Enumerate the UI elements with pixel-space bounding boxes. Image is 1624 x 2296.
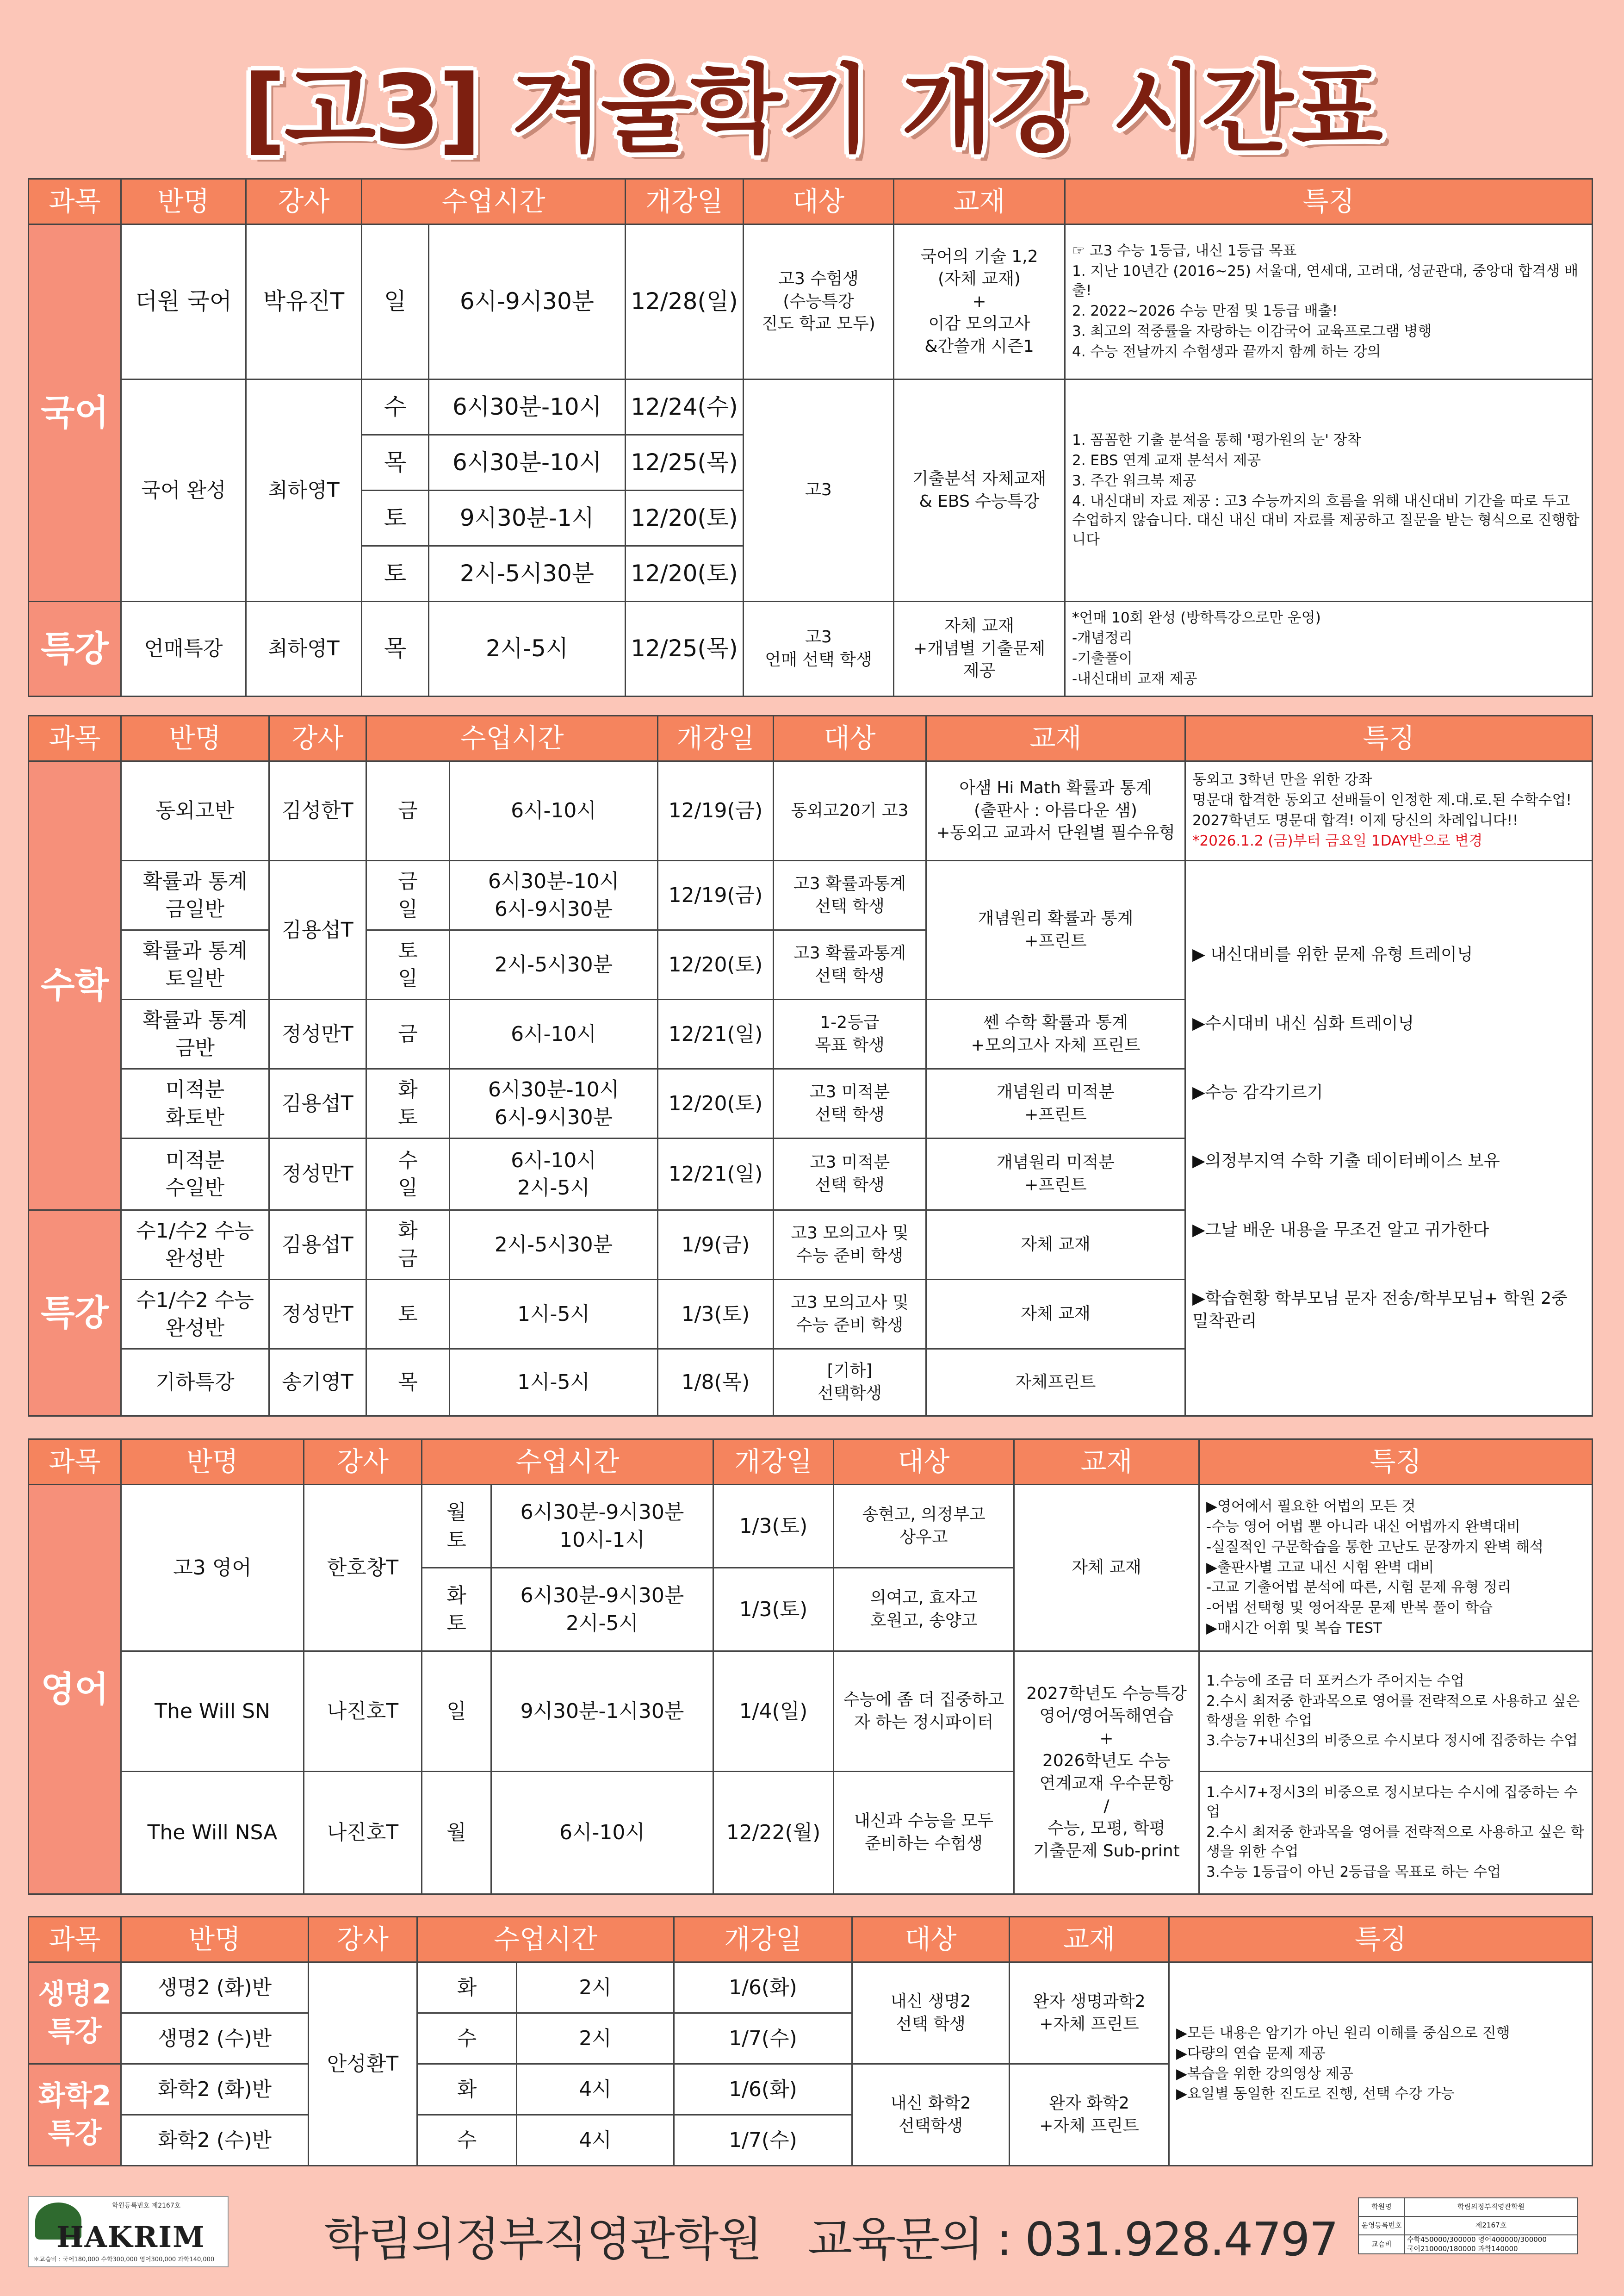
feature-line: 3. 주간 워크북 제공	[1072, 472, 1196, 489]
class-name: 생명2 (수)반	[121, 2013, 309, 2064]
class-name: 화학2 (수)반	[121, 2115, 309, 2166]
feature-line: -고교 기출어법 분석에 따른, 시험 문제 유형 정리	[1206, 1579, 1511, 1596]
textbook: 개념원리 확률과 통계 +프린트	[926, 861, 1185, 1000]
header-subject: 과목	[29, 179, 121, 224]
class-day: 월	[422, 1772, 491, 1894]
target-students: 송현고, 의정부고 상우고	[834, 1485, 1014, 1568]
class-time: 6시30분-10시 6시-9시30분	[450, 861, 658, 930]
feature-line: -내신대비 교재 제공	[1072, 670, 1197, 687]
feature-line: 1.수능에 조금 더 포커스가 주어지는 수업	[1206, 1672, 1464, 1689]
textbook: 국어의 기술 1,2 (자체 교재) + 이감 모의고사 &간쓸개 시즌1	[894, 224, 1065, 380]
header-target: 대상	[852, 1917, 1010, 1962]
class-day: 수	[362, 380, 429, 435]
english-table	[28, 1438, 1593, 1895]
feature-line: 명문대 합격한 동외고 선배들이 인정한 제.대.로.된 수학수업!	[1192, 792, 1572, 809]
start-date: 12/20(토)	[626, 546, 744, 602]
footer-contact	[324, 2202, 1338, 2269]
feature-line: -개념정리	[1072, 630, 1133, 647]
class-time: 6시30분-10시	[429, 380, 626, 435]
info-row	[1358, 2235, 1577, 2254]
header-book: 교재	[1014, 1439, 1199, 1485]
features	[1169, 1962, 1593, 2166]
start-date: 1/6(화)	[674, 2064, 852, 2115]
header-subject: 과목	[29, 1917, 121, 1962]
class-time: 6시-10시 2시-5시	[450, 1139, 658, 1210]
start-date: 12/21(일)	[658, 1000, 774, 1069]
teacher-name: 나진호T	[304, 1772, 422, 1894]
class-time: 1시-5시	[450, 1349, 658, 1416]
feature-line: ▶수시대비 내신 심화 트레이닝	[1192, 1014, 1414, 1033]
class-name: 생명2 (화)반	[121, 1962, 309, 2013]
target-students: 고3	[744, 380, 894, 602]
target-students: 고3 미적분 선택 학생	[774, 1139, 926, 1210]
feature-line: ▶ 내신대비를 위한 문제 유형 트레이닝	[1192, 945, 1473, 964]
feature-line: ▶그날 배운 내용을 무조건 알고 귀가한다	[1192, 1220, 1489, 1239]
teacher-name: 나진호T	[304, 1651, 422, 1772]
class-day: 일	[362, 224, 429, 380]
feature-line: ▶의정부지역 수학 기출 데이터베이스 보유	[1192, 1151, 1500, 1171]
teacher-name: 정성만T	[269, 1280, 366, 1349]
table-row	[29, 602, 1593, 697]
class-name: 수1/수2 수능 완성반	[121, 1210, 269, 1280]
header-start: 개강일	[658, 716, 774, 761]
header-class: 반명	[121, 179, 246, 224]
table-row	[29, 224, 1593, 380]
class-day: 금	[366, 1000, 450, 1069]
info-row	[1358, 2198, 1577, 2216]
class-time: 2시-5시30분	[450, 1210, 658, 1280]
feature-line: 1. 지난 10년간 (2016~25) 서울대, 연세대, 고려대, 성균관대, 중앙대 합격생 배출!	[1072, 263, 1579, 299]
subject-chemistry: 화학2 특강	[29, 2064, 121, 2166]
class-time: 6시30분-10시	[429, 435, 626, 491]
start-date: 12/20(토)	[658, 930, 774, 1000]
feature-line: ▶다량의 연습 문제 제공	[1176, 2045, 1326, 2062]
class-time: 6시-10시	[450, 1000, 658, 1069]
start-date: 12/19(금)	[658, 861, 774, 930]
teacher-name: 최하영T	[246, 380, 362, 602]
table-row	[29, 761, 1593, 861]
start-date: 12/19(금)	[658, 761, 774, 861]
teacher-name: 한호창T	[304, 1485, 422, 1651]
target-students: 고3 언매 선택 학생	[744, 602, 894, 697]
header-time: 수업시간	[362, 179, 626, 224]
start-date: 1/6(화)	[674, 1962, 852, 2013]
academy-info-box	[1358, 2197, 1578, 2254]
start-date: 12/28(일)	[626, 224, 744, 380]
teacher-name: 정성만T	[269, 1000, 366, 1069]
class-day: 수	[417, 2115, 517, 2166]
feature-line: 1. 꼼꼼한 기출 분석을 통해 '평가원의 눈' 장착	[1072, 431, 1361, 448]
target-students: 고3 모의고사 및 수능 준비 학생	[774, 1280, 926, 1349]
header-target: 대상	[744, 179, 894, 224]
table-row	[29, 861, 1593, 930]
header-feature: 특징	[1185, 716, 1593, 761]
textbook: 자체프린트	[926, 1349, 1185, 1416]
class-time: 4시	[517, 2115, 674, 2166]
info-label: 학원명	[1358, 2198, 1405, 2216]
class-day: 토	[366, 1280, 450, 1349]
subject-biology: 생명2 특강	[29, 1962, 121, 2064]
header-teacher: 강사	[246, 179, 362, 224]
schedule-notice: *2026.1.2 (금)부터 금요일 1DAY반으로 변경	[1192, 832, 1483, 849]
target-students: 의여고, 효자고 호원고, 송양고	[834, 1568, 1014, 1651]
header-teacher: 강사	[269, 716, 366, 761]
textbook: 자체 교재	[926, 1210, 1185, 1280]
start-date: 12/20(토)	[626, 491, 744, 546]
header-target: 대상	[834, 1439, 1014, 1485]
header-start: 개강일	[713, 1439, 834, 1485]
target-students: 고3 확률과통계 선택 학생	[774, 930, 926, 1000]
class-name: 확률과 통계 금일반	[121, 861, 269, 930]
header-class: 반명	[121, 1917, 309, 1962]
feature-line: ▶매시간 어휘 및 복습 TEST	[1206, 1620, 1382, 1637]
class-time: 6시30분-9시30분 10시-1시	[491, 1485, 713, 1568]
textbook: 완자 화학2 +자체 프린트	[1010, 2064, 1169, 2166]
table-row	[29, 380, 1593, 435]
feature-line: -기출풀이	[1072, 650, 1133, 667]
header-feature: 특징	[1199, 1439, 1593, 1485]
feature-line: 2. EBS 연계 교재 분석서 제공	[1072, 452, 1261, 469]
feature-line: ▶출판사별 고교 내신 시험 완벽 대비	[1206, 1559, 1434, 1576]
class-day: 화 금	[366, 1210, 450, 1280]
class-time: 2시	[517, 2013, 674, 2064]
class-name: 언매특강	[121, 602, 246, 697]
feature-line: ▶수능 감각기르기	[1192, 1083, 1323, 1102]
header-class: 반명	[121, 1439, 304, 1485]
feature-line: 2. 2022~2026 수능 만점 및 1등급 배출!	[1072, 303, 1338, 319]
textbook: 2027학년도 수능특강 영어/영어독해연습 + 2026학년도 수능 연계교재 우수문항 / 수능, 모평, 학평 기출문제 Sub-print	[1014, 1651, 1199, 1894]
feature-line: 2.수시 최저중 한과목으로 영어를 전략적으로 사용하고 싶은 학생을 위한 수업	[1206, 1692, 1580, 1729]
teacher-name: 정성만T	[269, 1139, 366, 1210]
header-start: 개강일	[674, 1917, 852, 1962]
header-time: 수업시간	[417, 1917, 674, 1962]
target-students: 수능에 좀 더 집중하고 자 하는 정시파이터	[834, 1651, 1014, 1772]
logo-text: HAKRIM	[56, 2220, 205, 2254]
class-day: 금	[366, 761, 450, 861]
class-time: 6시-9시30분	[429, 224, 626, 380]
class-day: 금 일	[366, 861, 450, 930]
class-day: 화	[417, 1962, 517, 2013]
class-day: 토 일	[366, 930, 450, 1000]
feature-line: ▶학습현황 학부모님 문자 전송/학부모님+ 학원 2중 밀착관리	[1192, 1289, 1568, 1331]
feature-line: 3.수능 1등급이 아닌 2등급을 목표로 하는 수업	[1206, 1863, 1501, 1880]
info-value: 수학450000/300000 영어400000/300000 국어210000/180000 과학140000	[1405, 2235, 1577, 2254]
features	[1199, 1772, 1593, 1894]
class-time: 1시-5시	[450, 1280, 658, 1349]
features	[1185, 761, 1593, 861]
class-day: 목	[366, 1349, 450, 1416]
teacher-name: 김용섭T	[269, 861, 366, 1000]
feature-line: ☞ 고3 수능 1등급, 내신 1등급 목표	[1072, 243, 1297, 260]
class-name: 확률과 통계 금반	[121, 1000, 269, 1069]
class-time: 2시-5시30분	[429, 546, 626, 602]
feature-line: 4. 내신대비 자료 제공 : 고3 수능까지의 흐름을 위해 내신대비 기간을 따로 두고 수업하지 않습니다. 대신 내신 대비 자료를 제공하고 질문을 받는 형식으로 진행합니다	[1072, 492, 1580, 548]
phone-number[interactable]: 교육문의 : 031.928.4797	[807, 2212, 1338, 2266]
table-row	[29, 1485, 1593, 1568]
class-name: 더원 국어	[121, 224, 246, 380]
teacher-name: 김용섭T	[269, 1069, 366, 1139]
header-subject: 과목	[29, 1439, 121, 1485]
class-day: 수	[417, 2013, 517, 2064]
start-date: 1/4(일)	[713, 1651, 834, 1772]
start-date: 1/7(수)	[674, 2013, 852, 2064]
info-label: 운영등록번호	[1358, 2216, 1405, 2235]
table-row	[29, 1772, 1593, 1894]
feature-line: 2027학년도 명문대 합격! 이제 당신의 차례입니다!!	[1192, 812, 1519, 829]
info-value: 학림의정부직영관학원	[1405, 2198, 1577, 2216]
start-date: 12/20(토)	[658, 1069, 774, 1139]
start-date: 1/3(토)	[713, 1485, 834, 1568]
feature-line: 동외고 3학년 만을 위한 강좌	[1192, 772, 1372, 789]
english-header-row	[29, 1439, 1593, 1485]
features	[1065, 602, 1593, 697]
header-time: 수업시간	[366, 716, 658, 761]
target-students: 고3 모의고사 및 수능 준비 학생	[774, 1210, 926, 1280]
class-time: 6시30분-10시 6시-9시30분	[450, 1069, 658, 1139]
header-book: 교재	[894, 179, 1065, 224]
feature-line: ▶영어에서 필요한 어법의 모든 것	[1206, 1498, 1416, 1515]
textbook: 쎈 수학 확률과 통계 +모의고사 자체 프린트	[926, 1000, 1185, 1069]
target-students: 내신 화학2 선택학생	[852, 2064, 1010, 2166]
textbook: 자체 교재	[1014, 1485, 1199, 1651]
target-students: 고3 확률과통계 선택 학생	[774, 861, 926, 930]
start-date: 12/21(일)	[658, 1139, 774, 1210]
class-day: 화	[417, 2064, 517, 2115]
textbook: 아샘 Hi Math 확률과 통계 (출판사 : 아름다운 샘) +동외고 교과서 단원별 필수유형	[926, 761, 1185, 861]
start-date: 12/25(목)	[626, 435, 744, 491]
class-time: 4시	[517, 2064, 674, 2115]
class-name: 기하특강	[121, 1349, 269, 1416]
science-table	[28, 1916, 1593, 2166]
teacher-name: 최하영T	[246, 602, 362, 697]
start-date: 1/3(토)	[658, 1280, 774, 1349]
class-day: 토	[362, 491, 429, 546]
feature-line: 2.수시 최저중 한과목을 영어를 전략적으로 사용하고 싶은 학생을 위한 수업	[1206, 1824, 1585, 1860]
logo-fee: ＊교습비 : 국어180,000 수학300,000 영어300,000 과학140,000	[33, 2256, 215, 2263]
class-name: 화학2 (화)반	[121, 2064, 309, 2115]
feature-line: ▶요일별 동일한 진도로 진행, 선택 수강 가능	[1176, 2085, 1455, 2103]
table-row	[29, 1962, 1593, 2013]
info-label: 교습비	[1358, 2235, 1405, 2254]
class-day: 목	[362, 435, 429, 491]
features	[1065, 380, 1593, 602]
class-day: 목	[362, 602, 429, 697]
start-date: 12/24(수)	[626, 380, 744, 435]
feature-line: *언매 10회 완성 (방학특강으로만 운영)	[1072, 610, 1321, 627]
teacher-name: 안성환T	[309, 1962, 417, 2166]
class-time: 6시30분-9시30분 2시-5시	[491, 1568, 713, 1651]
textbook: 개념원리 미적분 +프린트	[926, 1139, 1185, 1210]
class-name: The Will SN	[121, 1651, 304, 1772]
teacher-name: 김용섭T	[269, 1210, 366, 1280]
feature-line: -수능 영어 어법 뿐 아니라 내신 어법까지 완벽대비	[1206, 1518, 1521, 1535]
features	[1065, 224, 1593, 380]
feature-line: 3.수능7+내신3의 비중으로 수시보다 정시에 집중하는 수업	[1206, 1732, 1578, 1749]
target-students: 고3 수험생 (수능특강 진도 학교 모두)	[744, 224, 894, 380]
header-start: 개강일	[626, 179, 744, 224]
feature-line: 4. 수능 전날까지 수험생과 끝까지 함께 하는 강의	[1072, 343, 1381, 360]
info-value: 제2167호	[1405, 2216, 1577, 2235]
subject-korean: 국어	[29, 224, 121, 602]
teacher-name: 박유진T	[246, 224, 362, 380]
textbook: 완자 생명과학2 +자체 프린트	[1010, 1962, 1169, 2064]
class-time: 9시30분-1시	[429, 491, 626, 546]
start-date: 1/3(토)	[713, 1568, 834, 1651]
header-book: 교재	[1010, 1917, 1169, 1962]
math-header-row	[29, 716, 1593, 761]
class-day: 수 일	[366, 1139, 450, 1210]
features	[1199, 1485, 1593, 1651]
class-time: 9시30분-1시30분	[491, 1651, 713, 1772]
class-name: 확률과 통계 토일반	[121, 930, 269, 1000]
info-row	[1358, 2216, 1577, 2235]
target-students: 동외고20기 고3	[774, 761, 926, 861]
header-teacher: 강사	[304, 1439, 422, 1485]
logo-registration: 학원등록번호 제2167호	[112, 2202, 181, 2209]
subject-english: 영어	[29, 1485, 121, 1894]
start-date: 1/8(목)	[658, 1349, 774, 1416]
start-date: 1/9(금)	[658, 1210, 774, 1280]
target-students: 내신 생명2 선택 학생	[852, 1962, 1010, 2064]
feature-line: -실질적인 구문학습을 통한 고난도 문장까지 완벽 해석	[1206, 1538, 1544, 1556]
korean-table	[28, 178, 1593, 697]
target-students: 1-2등급 목표 학생	[774, 1000, 926, 1069]
class-time: 6시-10시	[491, 1772, 713, 1894]
page-title: [고3] 겨울학기 개강 시간표	[242, 55, 1382, 165]
start-date: 12/22(월)	[713, 1772, 834, 1894]
subject-korean-special: 특강	[29, 602, 121, 697]
feature-line: ▶복습을 위한 강의영상 제공	[1176, 2065, 1353, 2082]
teacher-name: 송기영T	[269, 1349, 366, 1416]
header-feature: 특징	[1065, 179, 1593, 224]
feature-line: ▶모든 내용은 암기가 아닌 원리 이해를 중심으로 진행	[1176, 2024, 1510, 2041]
textbook: 개념원리 미적분 +프린트	[926, 1069, 1185, 1139]
class-time: 6시-10시	[450, 761, 658, 861]
features	[1199, 1651, 1593, 1772]
korean-header-row	[29, 179, 1593, 224]
class-name: 동외고반	[121, 761, 269, 861]
class-time: 2시-5시	[429, 602, 626, 697]
class-day: 일	[422, 1651, 491, 1772]
header-subject: 과목	[29, 716, 121, 761]
academy-logo	[28, 2196, 229, 2267]
class-name: 고3 영어	[121, 1485, 304, 1651]
table-row	[29, 1651, 1593, 1772]
subject-math-special: 특강	[29, 1210, 121, 1416]
class-time: 2시	[517, 1962, 674, 2013]
subject-math: 수학	[29, 761, 121, 1210]
teacher-name: 김성한T	[269, 761, 366, 861]
class-name: 수1/수2 수능 완성반	[121, 1280, 269, 1349]
start-date: 12/25(목)	[626, 602, 744, 697]
features	[1185, 861, 1593, 1416]
science-header-row	[29, 1917, 1593, 1962]
class-name: 미적분 화토반	[121, 1069, 269, 1139]
target-students: [기하] 선택학생	[774, 1349, 926, 1416]
target-students: 고3 미적분 선택 학생	[774, 1069, 926, 1139]
class-name: 미적분 수일반	[121, 1139, 269, 1210]
feature-line: -어법 선택형 및 영어작문 문제 반복 풀이 학습	[1206, 1599, 1493, 1617]
header-class: 반명	[121, 716, 269, 761]
textbook: 기출분석 자체교재 & EBS 수능특강	[894, 380, 1065, 602]
header-teacher: 강사	[309, 1917, 417, 1962]
class-name: The Will NSA	[121, 1772, 304, 1894]
class-day: 월 토	[422, 1485, 491, 1568]
start-date: 1/7(수)	[674, 2115, 852, 2166]
header-target: 대상	[774, 716, 926, 761]
header-time: 수업시간	[422, 1439, 713, 1485]
class-day: 토	[362, 546, 429, 602]
academy-name: 학림의정부직영관학원	[324, 2212, 762, 2266]
header-feature: 특징	[1169, 1917, 1593, 1962]
feature-line: 3. 최고의 적중률을 자랑하는 이감국어 교육프로그램 병행	[1072, 323, 1432, 340]
class-name: 국어 완성	[121, 380, 246, 602]
target-students: 내신과 수능을 모두 준비하는 수험생	[834, 1772, 1014, 1894]
class-day: 화 토	[422, 1568, 491, 1651]
textbook: 자체 교재	[926, 1280, 1185, 1349]
math-table	[28, 715, 1593, 1417]
class-day: 화 토	[366, 1069, 450, 1139]
feature-line: 1.수시7+정시3의 비중으로 정시보다는 수시에 집중하는 수업	[1206, 1784, 1578, 1821]
class-time: 2시-5시30분	[450, 930, 658, 1000]
textbook: 자체 교재 +개념별 기출문제 제공	[894, 602, 1065, 697]
header-book: 교재	[926, 716, 1185, 761]
